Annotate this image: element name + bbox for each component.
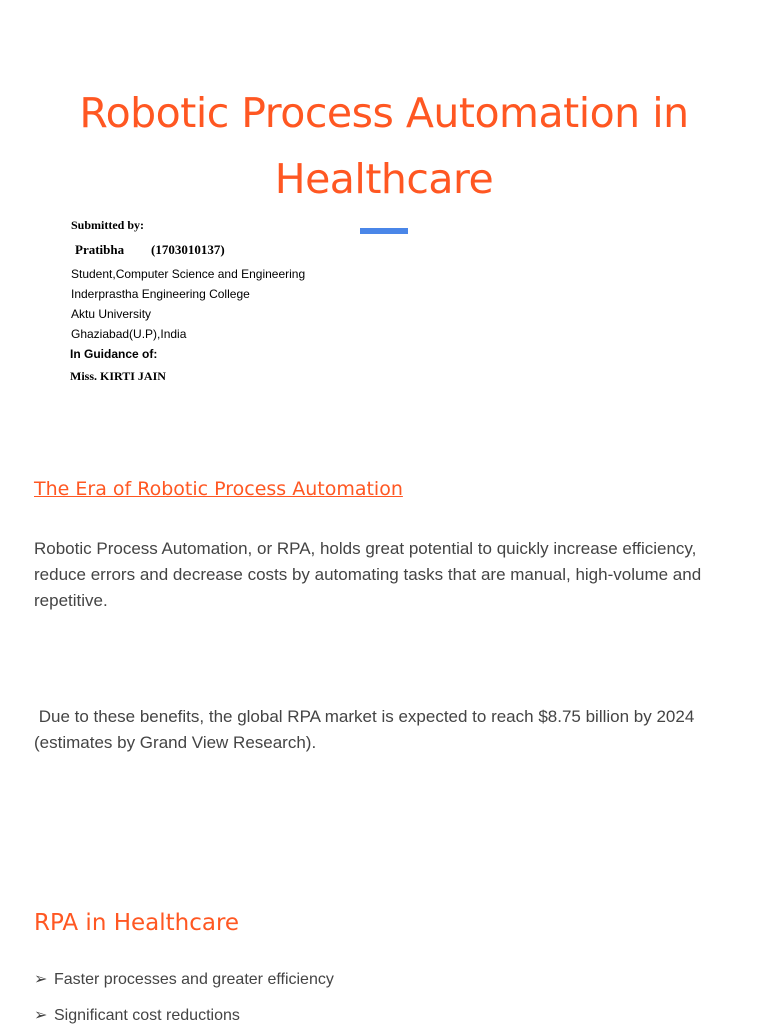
student-college: Inderprastha Engineering College [71,287,250,301]
guidance-label: In Guidance of: [70,347,158,361]
page-title [0,80,768,212]
submitted-by-label: Submitted by: [71,218,145,232]
student-name: Pratibha [75,242,125,257]
title-line-2: Healthcare [274,155,494,203]
student-department: Student,Computer Science and Engineering [71,267,306,281]
title-accent-bar [360,228,408,234]
arrow-bullet-icon: ➢ [34,971,48,988]
section-heading-era: The Era of Robotic Process Automation [34,478,403,500]
student-location: Ghaziabad(U.P),India [71,327,187,341]
paragraph-rpa-market: Due to these benefits, the global RPA market is expected to reach $8.75 billion by 2024 (estimates by Grand View Research). [34,707,700,752]
student-roll: (1703010137) [151,242,225,257]
section-heading-healthcare: RPA in Healthcare [34,910,240,936]
bullet-item [34,1005,240,1025]
bullet-text: Significant cost reductions [54,1007,240,1024]
paragraph-rpa-potential: Robotic Process Automation, or RPA, holds great potential to quickly increase efficiency, reduce errors and decrease costs by automating tasks that are manual, high-volume and repetitive. [34,539,702,610]
student-university: Aktu University [71,307,152,321]
guide-name: Miss. KIRTI JAIN [70,369,166,383]
title-line-1: Robotic Process Automation in [79,89,689,137]
bullet-item [34,969,334,989]
bullet-text: Faster processes and greater efficiency [54,971,334,988]
arrow-bullet-icon: ➢ [34,1007,48,1024]
